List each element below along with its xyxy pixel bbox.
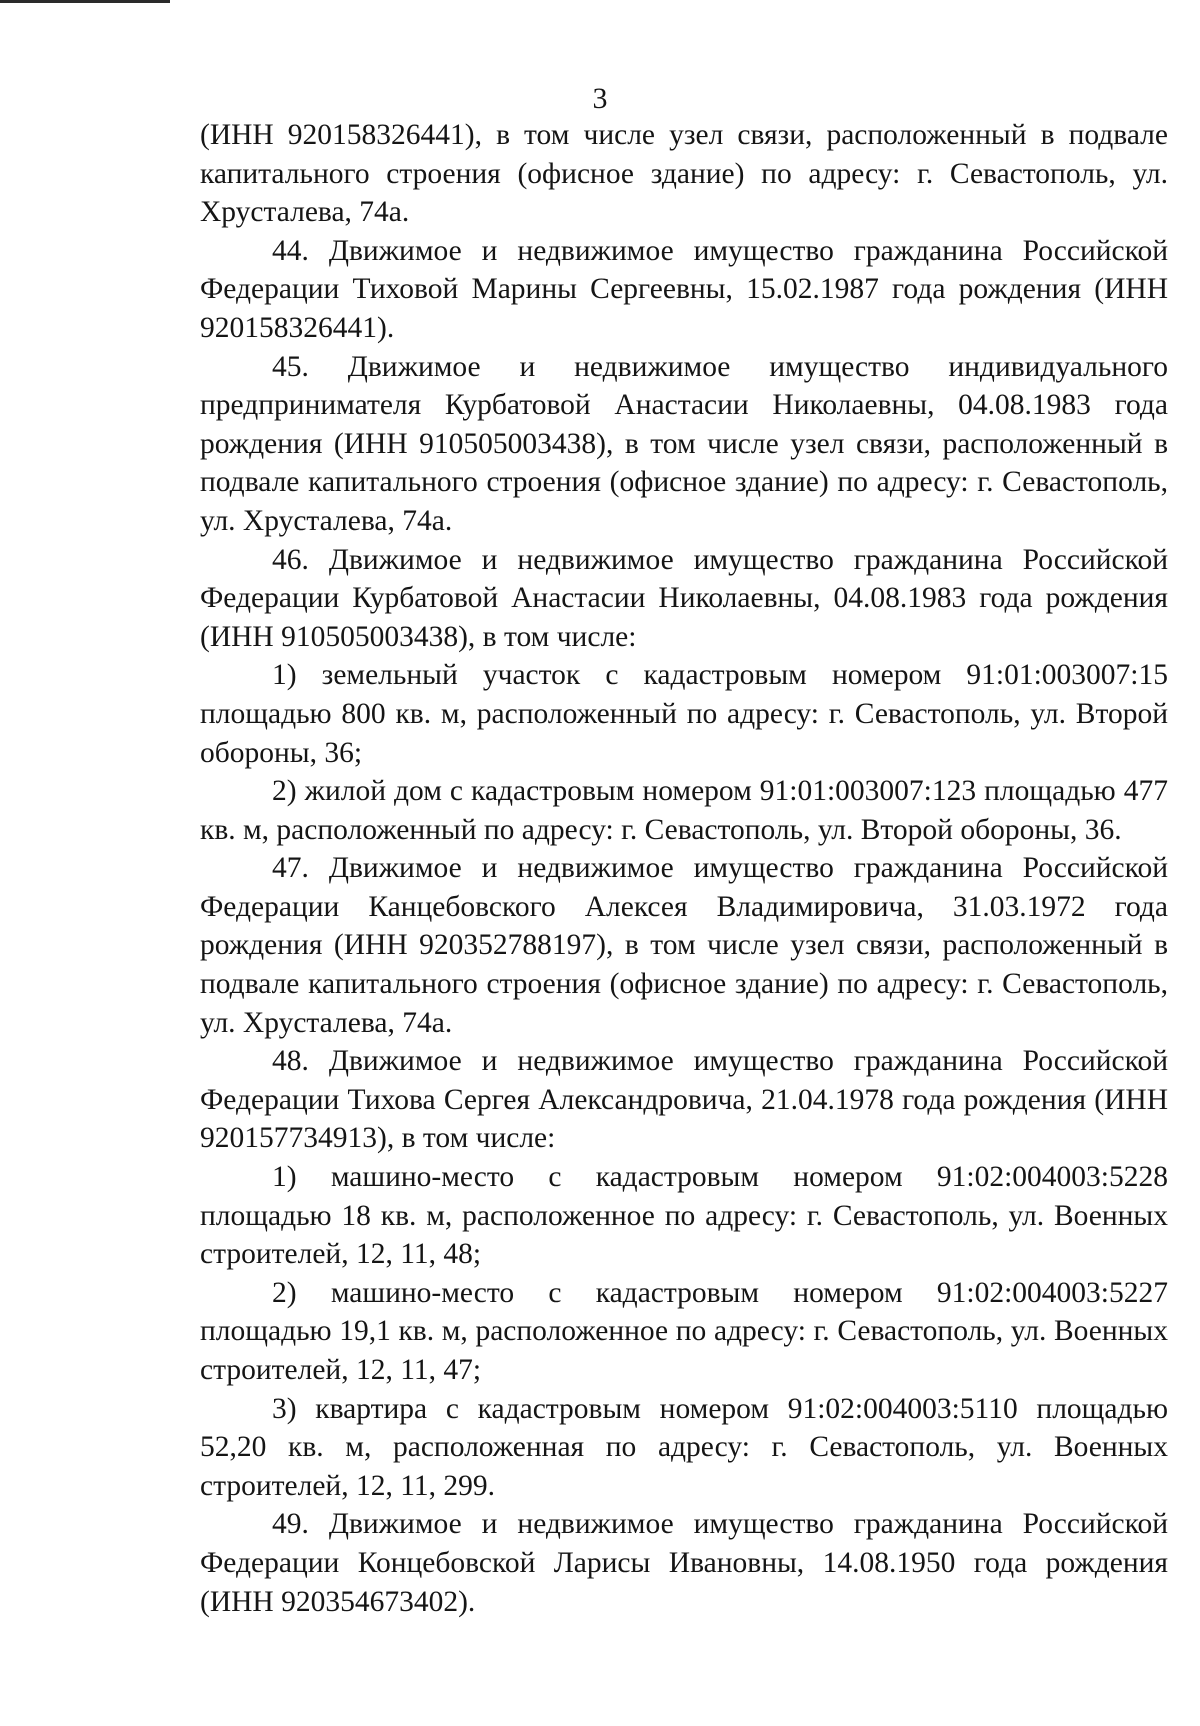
scan-edge-mark (0, 0, 170, 3)
paragraph-item-48-sub-1: 1) машино-место с кадастровым номером 91:02:004003:5228 площадью 18 кв. м, расположенное по адресу: г. Севастополь, ул. Военных строителей, 12, 11, 48; (200, 1161, 1168, 1271)
paragraph-item-46-sub-2: 2) жилой дом с кадастровым номером 91:01:003007:123 площадью 477 кв. м, расположенный по адресу: г. Севастополь, ул. Второй обороны, 36. (200, 775, 1168, 846)
paragraph-item-48: 48. Движимое и недвижимое имущество гражданина Российской Федерации Тихова Сергея Александровича, 21.04.1978 года рождения (ИНН 920157734913), в том числе: (200, 1045, 1168, 1155)
page-number: 3 (592, 82, 608, 115)
paragraph-continuation: (ИНН 920158326441), в том числе узел связи, расположенный в подвале капитального строения (офисное здание) по адресу: г. Севастополь, ул. Хрусталева, 74а. (200, 119, 1168, 229)
paragraph-item-46: 46. Движимое и недвижимое имущество гражданина Российской Федерации Курбатовой Анастасии Николаевны, 04.08.1983 года рождения (ИНН 910505003438), в том числе: (200, 543, 1168, 653)
paragraph-item-48-sub-2: 2) машино-место с кадастровым номером 91:02:004003:5227 площадью 19,1 кв. м, расположенное по адресу: г. Севастополь, ул. Военных строителей, 12, 11, 47; (200, 1276, 1168, 1386)
paragraph-item-44: 44. Движимое и недвижимое имущество гражданина Российской Федерации Тиховой Марины Сергеевны, 15.02.1987 года рождения (ИНН 920158326441). (200, 234, 1168, 344)
paragraph-item-45: 45. Движимое и недвижимое имущество индивидуального предпринимателя Курбатовой Анастасии Николаевны, 04.08.1983 года рождения (ИНН 910505003438), в том числе узел связи, расположенный в подвале капитального строения (офисное здание) по адресу: г. Севастополь, ул. Хрусталева, 74а. (200, 350, 1168, 537)
paragraph-item-49: 49. Движимое и недвижимое имущество гражданина Российской Федерации Концебовской Ларисы Ивановны, 14.08.1950 года рождения (ИНН 920354673402). (200, 1508, 1168, 1618)
document-body (200, 116, 1168, 1621)
paragraph-item-47: 47. Движимое и недвижимое имущество гражданина Российской Федерации Канцебовского Алексея Владимировича, 31.03.1972 года рождения (ИНН 920352788197), в том числе узел связи, расположенный в подвале капитального строения (офисное здание) по адресу: г. Севастополь, ул. Хрусталева, 74а. (200, 852, 1168, 1039)
paragraph-item-46-sub-1: 1) земельный участок с кадастровым номером 91:01:003007:15 площадью 800 кв. м, расположенный по адресу: г. Севастополь, ул. Второй обороны, 36; (200, 659, 1168, 769)
paragraph-item-48-sub-3: 3) квартира с кадастровым номером 91:02:004003:5110 площадью 52,20 кв. м, расположенная по адресу: г. Севастополь, ул. Военных строителей, 12, 11, 299. (200, 1392, 1168, 1502)
